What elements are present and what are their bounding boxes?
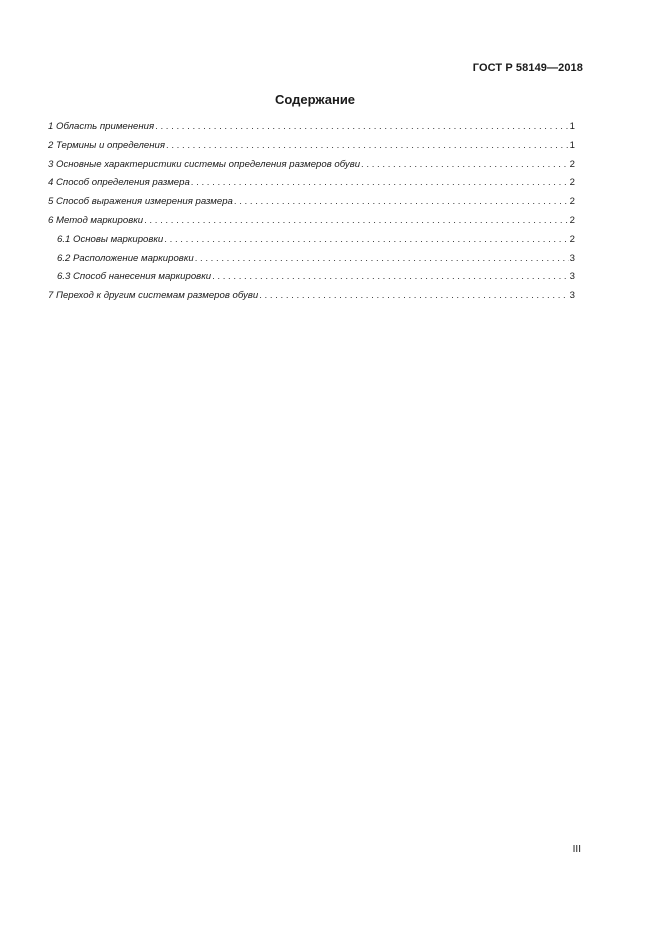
toc-subentry[interactable] (48, 253, 575, 272)
toc-dot-leader (155, 121, 569, 132)
toc-entry-page: 1 (569, 139, 575, 151)
toc-entry[interactable] (48, 121, 575, 140)
toc-entry[interactable] (48, 196, 575, 215)
toc-entry-page: 2 (569, 158, 575, 170)
toc-entry-page: 2 (569, 214, 575, 226)
toc-entry-page: 2 (569, 196, 575, 208)
page-number: III (572, 844, 581, 855)
toc-dot-leader (166, 140, 569, 151)
toc-entry-page: 1 (569, 121, 575, 132)
toc-entry-page: 3 (569, 252, 575, 264)
table-of-contents (48, 121, 575, 309)
toc-entry-label: 5 Способ выражения измерения размера (48, 196, 233, 208)
toc-entry-label: 4 Способ определения размера (48, 177, 190, 189)
toc-dot-leader (234, 196, 569, 207)
toc-entry-page: 2 (569, 177, 575, 189)
toc-entry-label: 7 Переход к другим системам размеров обуви (48, 290, 259, 302)
toc-entry[interactable] (48, 177, 575, 196)
toc-entry-label: 1 Область применения (48, 121, 155, 132)
toc-entry-page: 3 (569, 271, 575, 283)
toc-dot-leader (191, 177, 569, 188)
toc-entry[interactable] (48, 290, 575, 309)
document-code: ГОСТ Р 58149—2018 (472, 62, 583, 74)
toc-dot-leader (195, 253, 569, 264)
toc-title: Содержание (274, 92, 356, 107)
toc-entry-label: 2 Термины и определения (48, 139, 166, 151)
toc-entry-label: 6 Метод маркировки (48, 214, 144, 226)
toc-entry-page: 2 (569, 233, 575, 245)
toc-dot-leader (259, 290, 568, 301)
toc-subentry[interactable] (48, 271, 575, 290)
toc-entry[interactable] (48, 140, 575, 159)
toc-entry-label: 3 Основные характеристики системы определения размеров обуви (48, 158, 361, 170)
toc-entry[interactable] (48, 215, 575, 234)
toc-dot-leader (164, 234, 568, 245)
toc-entry-label: 6.1 Основы маркировки (57, 233, 164, 245)
toc-entry-label: 6.3 Способ нанесения маркировки (57, 271, 212, 283)
toc-dot-leader (212, 271, 569, 282)
toc-subentry[interactable] (48, 234, 575, 253)
toc-entry[interactable] (48, 159, 575, 178)
toc-entry-label: 6.2 Расположение маркировки (57, 252, 194, 264)
toc-dot-leader (361, 159, 569, 170)
toc-entry-page: 3 (569, 290, 575, 302)
toc-dot-leader (144, 215, 569, 226)
